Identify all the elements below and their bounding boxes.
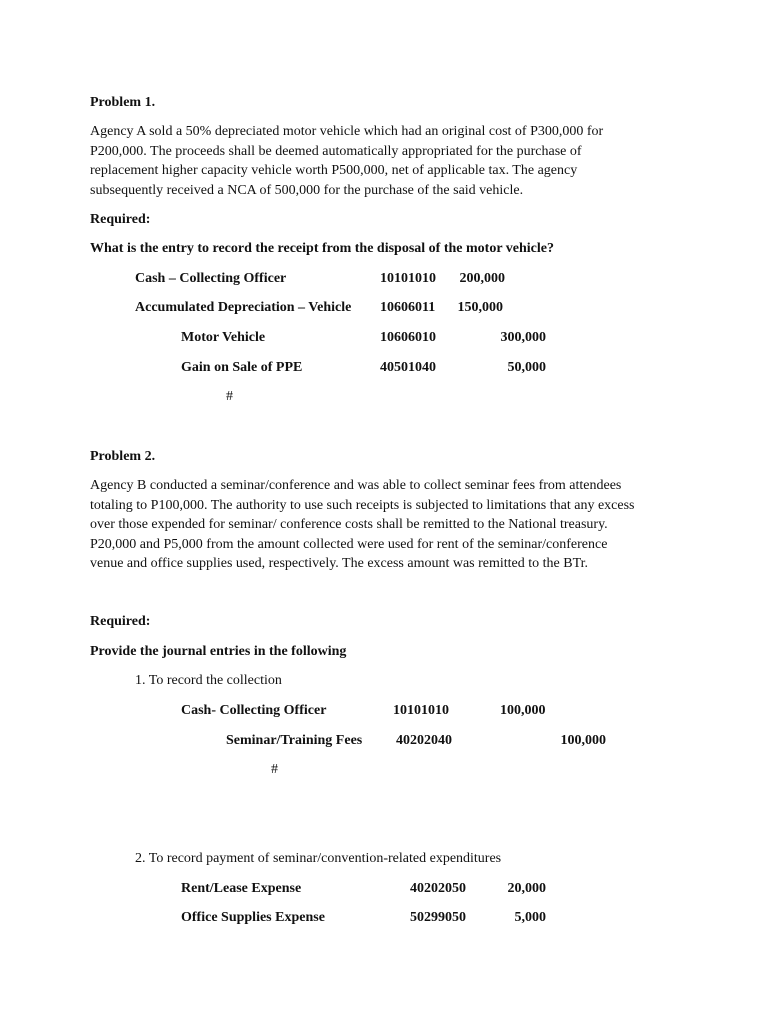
account-code: 10101010 [380,271,436,286]
account-code: 10606010 [380,330,436,345]
problem1-paragraph [90,122,690,200]
entry-hash-marker: # [271,762,278,777]
account-code: 10101010 [393,703,449,718]
debit-amount: 5,000 [514,910,546,925]
item1-label: 1. To record the collection [135,673,282,688]
journal-entry-row [0,910,600,928]
account-code: 40202040 [396,733,452,748]
problem2-paragraph [90,476,690,574]
account-code: 40501040 [380,360,436,375]
journal-entry-row [0,300,600,318]
journal-entry-row [0,881,600,899]
account-name: Motor Vehicle [181,330,266,345]
account-name: Office Supplies Expense [181,910,325,925]
account-name: Seminar/Training Fees [226,733,363,748]
account-name: Cash- Collecting Officer [181,703,327,718]
problem2-instruction: Provide the journal entries in the following [90,644,347,659]
credit-amount: 50,000 [507,360,546,375]
problem2-title: Problem 2. [90,449,156,464]
problem1-title: Problem 1. [90,95,156,110]
journal-entry-row [0,330,600,348]
debit-amount: 200,000 [459,271,505,286]
paragraph-line: totaling to P100,000. The authority to use such receipts is subjected to limitations that any excess [90,497,635,513]
paragraph-line: over those expended for seminar/ conference costs shall be remitted to the National treasury. [90,517,608,532]
account-name: Rent/Lease Expense [181,881,302,896]
journal-entry-row [0,733,606,751]
item2-label: 2. To record payment of seminar/convention-related expenditures [135,851,502,866]
debit-amount: 100,000 [500,703,546,718]
account-code: 50299050 [410,910,466,925]
problem2-required-label: Required: [90,614,151,629]
paragraph-line: P200,000. The proceeds shall be deemed automatically appropriated for the purchase of [90,143,582,159]
paragraph-line: replacement higher capacity vehicle worth P500,000, net of applicable tax. The agency [90,163,578,178]
account-name: Gain on Sale of PPE [181,360,303,375]
account-name: Cash – Collecting Officer [135,271,287,286]
paragraph-line: venue and office supplies used, respectively. The excess amount was remitted to the BTr. [90,556,589,571]
entry-hash-marker: # [226,389,233,404]
account-code: 40202050 [410,881,466,896]
problem1-required-label: Required: [90,212,151,227]
debit-amount: 150,000 [457,300,503,315]
paragraph-line: Agency B conducted a seminar/conference and was able to collect seminar fees from attendees [90,478,622,493]
account-code: 10606011 [380,300,436,315]
journal-entry-row [0,703,600,721]
paragraph-line: P20,000 and P5,000 from the amount collected were used for rent of the seminar/conference [90,536,608,552]
credit-amount: 300,000 [500,330,546,345]
paragraph-line: subsequently received a NCA of 500,000 for the purchase of the said vehicle. [90,182,524,198]
paragraph-line: Agency A sold a 50% depreciated motor vehicle which had an original cost of P300,000 for [90,124,604,139]
problem1-question: What is the entry to record the receipt from the disposal of the motor vehicle? [90,241,554,256]
debit-amount: 20,000 [507,881,546,896]
account-name: Accumulated Depreciation – Vehicle [135,300,352,315]
journal-entry-row [0,360,600,378]
credit-amount: 100,000 [560,733,606,748]
journal-entry-row [0,271,600,289]
